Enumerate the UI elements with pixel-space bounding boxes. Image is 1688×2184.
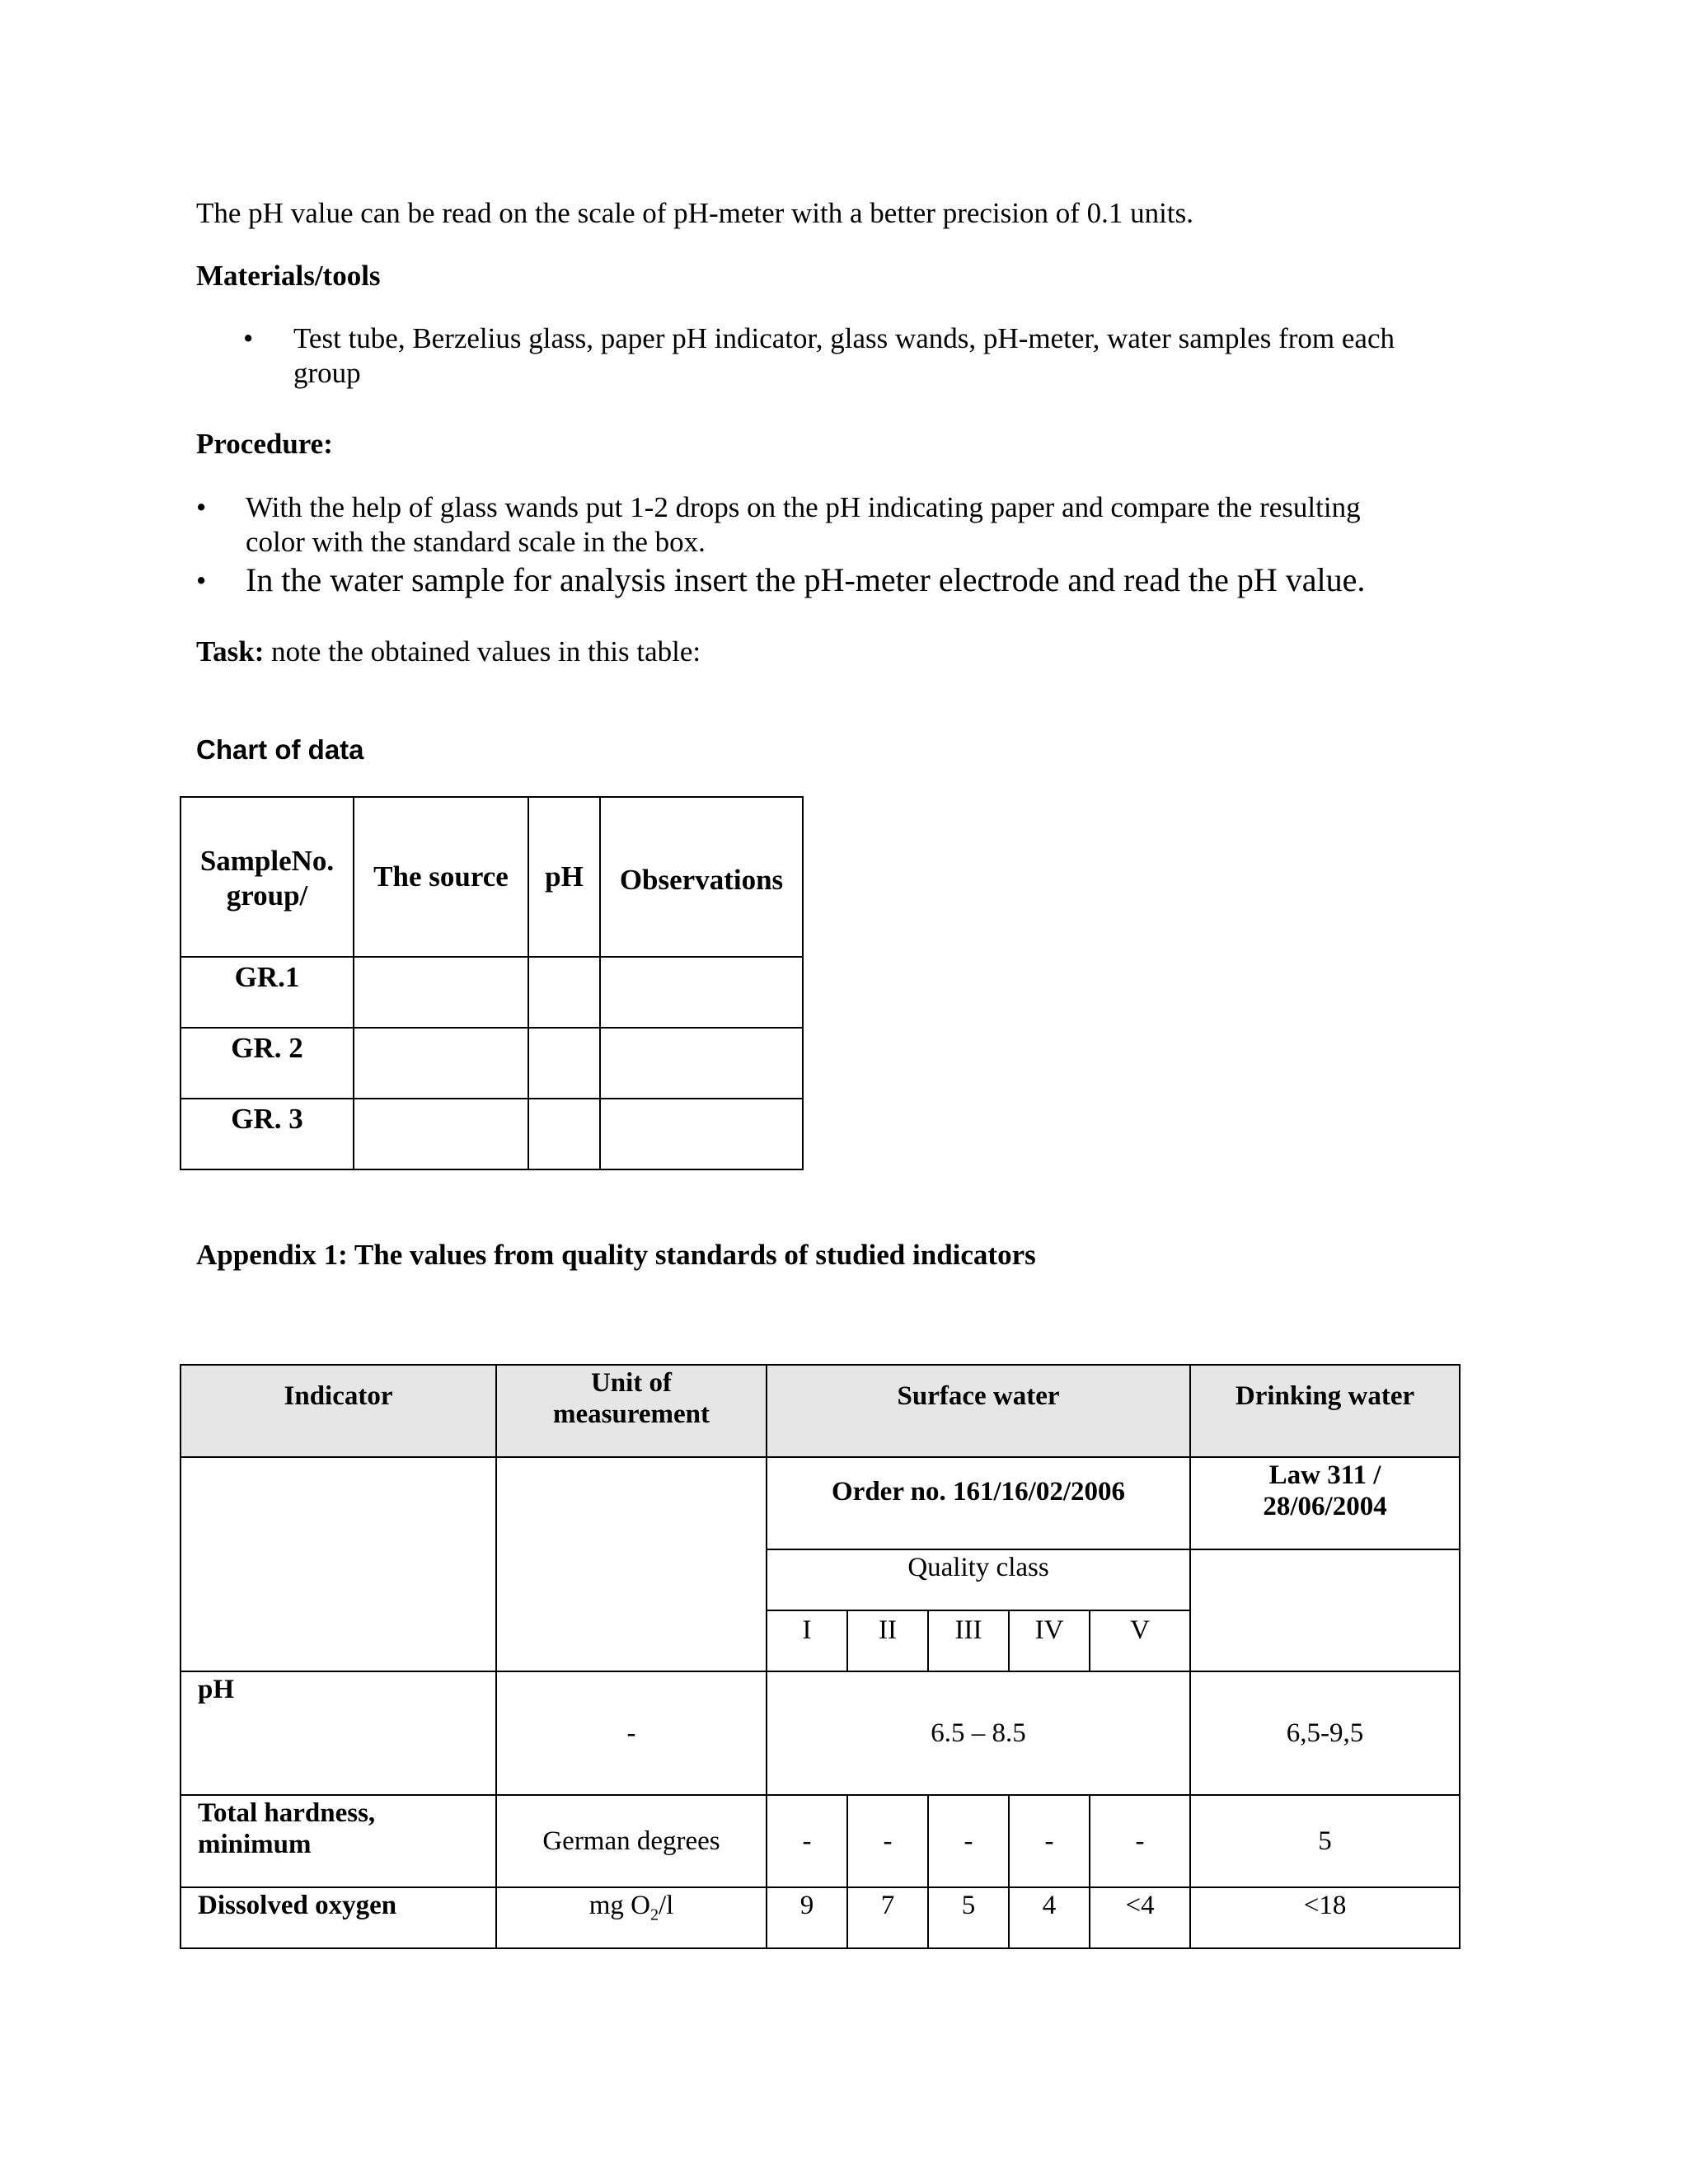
class-value: - [928,1795,1009,1887]
table-row [181,1671,1460,1795]
bullet-icon: • [196,565,207,597]
order-number: Order no. 161/16/02/2006 [767,1457,1190,1549]
table-row [181,1028,803,1099]
observations-cell[interactable] [600,1099,803,1169]
task-text: note the obtained values in this table: [264,635,701,668]
header-unit [496,1365,767,1457]
chart-heading: Chart of data [196,734,364,765]
header-source: The source [354,797,528,957]
table-row [181,957,803,1028]
source-cell[interactable] [354,1028,528,1099]
materials-heading: Materials/tools [196,260,381,292]
bullet-icon: • [243,322,254,354]
bullet-icon: • [196,491,207,523]
header-sample-line2: group/ [226,879,308,912]
class-value: 9 [767,1887,847,1948]
table-row [181,1099,803,1169]
header-unit-line2: measurement [552,1399,710,1429]
materials-item-line1: Test tube, Berzelius glass, paper pH indicator, glass wands, pH-meter, water samples from each [293,322,1395,354]
indicator-name [181,1795,496,1887]
blank-cell [181,1457,496,1671]
table-row [181,1887,1460,1948]
class-value: 5 [928,1887,1009,1948]
header-ph: pH [528,797,600,957]
ph-cell[interactable] [528,957,600,1028]
procedure-step1-line2: color with the standard scale in the box. [246,526,706,558]
procedure-step2: In the water sample for analysis insert the pH-meter electrode and read the pH value. [246,561,1366,598]
header-surface-water: Surface water [767,1365,1190,1457]
class-cell: I [767,1610,847,1671]
header-sample [181,797,354,957]
header-drinking-water: Drinking water [1190,1365,1460,1457]
row-group-label: GR.1 [181,957,354,1028]
ph-cell[interactable] [528,1028,600,1099]
unit-cell: German degrees [496,1795,767,1887]
appendix-title: Appendix 1: The values from quality standards of studied indicators [196,1239,1036,1271]
surface-value: 6.5 – 8.5 [767,1671,1190,1795]
standards-table [180,1364,1461,1949]
indicator-name-line1: Total hardness, [198,1798,376,1828]
class-cell: V [1090,1610,1190,1671]
table-row [181,1795,1460,1887]
source-cell[interactable] [354,1099,528,1169]
indicator-name-line2: minimum [198,1830,312,1859]
row-group-label: GR. 2 [181,1028,354,1099]
quality-class-label: Quality class [767,1549,1190,1610]
task-line [196,635,701,669]
header-unit-line1: Unit of [590,1368,673,1398]
header-indicator: Indicator [181,1365,496,1457]
drinking-value: 5 [1190,1795,1460,1887]
class-value: 7 [847,1887,928,1948]
observations-cell[interactable] [600,957,803,1028]
drinking-value: 6,5-9,5 [1190,1671,1460,1795]
task-label: Task: [196,635,265,668]
class-cell: III [928,1610,1009,1671]
class-value: - [847,1795,928,1887]
procedure-heading: Procedure: [196,428,333,460]
class-value: - [1090,1795,1190,1887]
materials-item-line2: group [293,357,361,389]
standards-header-row [181,1365,1460,1457]
law-line2: 28/06/2004 [1263,1492,1387,1521]
blank-cell [496,1457,767,1671]
drinking-value: <18 [1190,1887,1460,1948]
data-table-header-row [181,797,803,957]
unit-tail: /l [658,1891,674,1920]
unit-subscript: 2 [649,1905,659,1924]
data-table [180,796,804,1170]
class-value: - [1009,1795,1090,1887]
unit-cell [496,1887,767,1948]
ph-cell[interactable] [528,1099,600,1169]
class-value: 4 [1009,1887,1090,1948]
standards-sub-row [181,1457,1460,1549]
header-sample-line1: SampleNo. [199,845,335,877]
class-value: - [767,1795,847,1887]
procedure-step1-line1: With the help of glass wands put 1-2 drops on the pH indicating paper and compare the resulting [246,491,1361,523]
intro-text: The pH value can be read on the scale of pH-meter with a better precision of 0.1 units. [196,197,1193,229]
unit-cell: - [496,1671,767,1795]
indicator-name: Dissolved oxygen [181,1887,496,1948]
indicator-name: pH [181,1671,496,1795]
class-cell: II [847,1610,928,1671]
class-cell: IV [1009,1610,1090,1671]
observations-cell[interactable] [600,1028,803,1099]
header-observations: Observations [600,797,803,957]
law-reference [1190,1457,1460,1549]
source-cell[interactable] [354,957,528,1028]
class-value: <4 [1090,1887,1190,1948]
blank-cell [1190,1549,1460,1671]
row-group-label: GR. 3 [181,1099,354,1169]
law-line1: Law 311 / [1268,1460,1381,1490]
unit-main: mg O [588,1891,650,1920]
